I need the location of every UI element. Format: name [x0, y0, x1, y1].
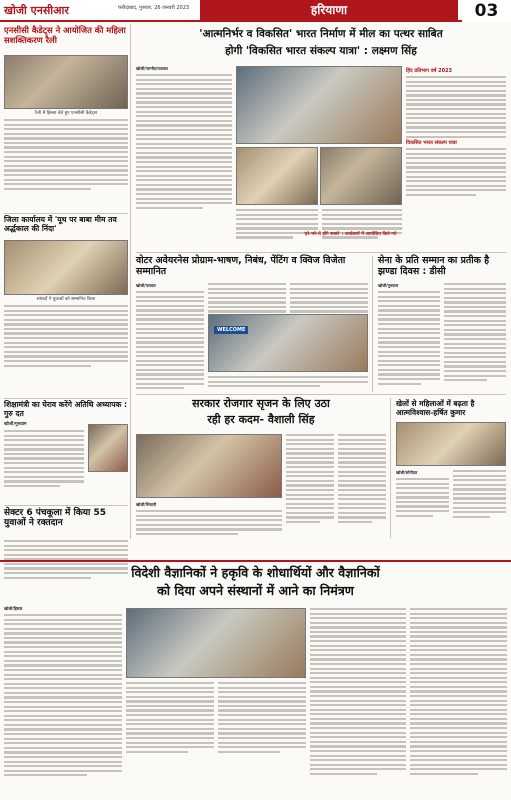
- story-headline-2: को दिया अपने संस्थानों में आने का निमंत्रण: [157, 583, 354, 598]
- news-photo: [4, 55, 128, 109]
- byline: खोजी/पलवल: [136, 283, 156, 288]
- section-banner: हरियाणा: [200, 0, 458, 20]
- lead-photo-3: [320, 147, 402, 205]
- byline: खोजी/नारनौल/पलवल: [136, 66, 169, 71]
- byline: खोजी/भिवानी: [136, 502, 157, 507]
- lead-photo-2: [236, 147, 318, 205]
- story-body: [208, 376, 368, 390]
- story-rule: [4, 505, 128, 506]
- byline: खोजी/सोनीपत: [396, 470, 418, 475]
- lead-body-col: [136, 66, 232, 211]
- dateline: फरीदाबाद, गुरुवार, 26 जनवरी 2023: [118, 5, 190, 11]
- story-body: [310, 608, 406, 777]
- welcome-banner: WELCOME: [214, 326, 248, 334]
- page-number: 03: [462, 0, 511, 22]
- byline: खोजी/गुरुग्राम: [378, 283, 399, 288]
- story-headline: वोटर अवेयरनेस प्रोग्राम-भाषण, निबंध, पेंटिंग व क्विज विजेता सम्मानित: [136, 255, 346, 277]
- story-body: [4, 119, 128, 192]
- news-photo: [396, 422, 506, 466]
- story-body: [4, 606, 122, 779]
- brand-logo: खोजी एनसीआर: [4, 4, 69, 17]
- byline: खोजी/हिसार: [4, 606, 23, 611]
- subhead: विकसित भारत संकल्प यात्रा: [406, 140, 457, 147]
- story-body: [126, 682, 214, 755]
- story-rule: [136, 252, 506, 253]
- story-headline: सेना के प्रति सम्मान का प्रतीक है झण्डा दिवस : डीसी: [378, 255, 490, 277]
- story-body: [4, 430, 84, 490]
- story-body: [378, 283, 440, 387]
- story-body: [453, 470, 506, 520]
- story-headline: सरकार रोजगार सृजन के लिए उठा: [192, 397, 330, 410]
- portrait-photo: [88, 424, 128, 472]
- lead-photo: [236, 66, 402, 144]
- lead-headline-2: होगी 'विकसित भारत संकल्प यात्रा' : लक्ष्मण सिंह: [225, 45, 417, 57]
- column-rule: [390, 398, 391, 538]
- lead-headline: 'आत्मनिर्भर व विकसित' भारत निर्माण में मील का पत्थर साबित: [199, 28, 443, 40]
- story-body: [410, 608, 507, 777]
- story-body: [286, 434, 334, 526]
- news-photo: [4, 240, 128, 295]
- story-headline: एनसीसी कैडेट्स ने आयोजित की महिला सशक्तिकरण रैली: [4, 25, 126, 45]
- subhead: हिंद प्रतिभाग वर्ष 2023: [406, 68, 453, 74]
- photo-caption: रैली में हिस्सा लेते हुए एनसीसी कैडेट्स: [35, 111, 97, 116]
- story-body: [4, 305, 128, 369]
- story-rule: [0, 560, 511, 562]
- story-headline-2: रही हर कदम- वैशाली सिंह: [207, 413, 315, 426]
- news-photo: [126, 608, 306, 678]
- story-body: [396, 470, 449, 519]
- story-rule: [4, 398, 128, 399]
- column-rule: [130, 24, 131, 539]
- story-body: [444, 283, 506, 384]
- story-rule: [4, 213, 128, 214]
- lead-body-col: [406, 66, 506, 198]
- story-body: [338, 434, 386, 526]
- news-photo: [136, 434, 282, 498]
- story-rule: [136, 394, 506, 395]
- pull-quote: 'हरे-भरे-से होंगे सबसे' : कार्यक्रमों में आयोजित किये गये: [303, 232, 397, 237]
- story-headline: जिला कार्यालय में 'यूथ पर बाबा मीम तव अर्द्धकाल की निंदा': [4, 215, 117, 233]
- story-body: [136, 283, 204, 392]
- photo-caption: सांसदों ने युवाओं को सम्मानित किया: [36, 297, 96, 302]
- story-body: [136, 502, 282, 537]
- news-photo: [208, 314, 368, 372]
- story-headline: शिक्षामंत्री का घेराव करेंगे अतिथि अध्यापक : गुरु दत: [4, 400, 128, 418]
- story-headline: सेक्टर 6 पंचकूला में किया 55 युवाओं ने रक्तदान: [4, 508, 107, 529]
- story-body: [218, 682, 306, 755]
- column-rule: [372, 256, 373, 392]
- story-headline: खेलों से महिलाओं में बढ़ता है आत्मविश्वास-हर्षित कुमार: [396, 399, 475, 417]
- story-headline: विदेशी वैज्ञानिकों ने हकृवि के शोधार्थियों और वैज्ञानिकों: [131, 565, 380, 580]
- byline: खोजी/गुरुग्राम: [4, 422, 27, 427]
